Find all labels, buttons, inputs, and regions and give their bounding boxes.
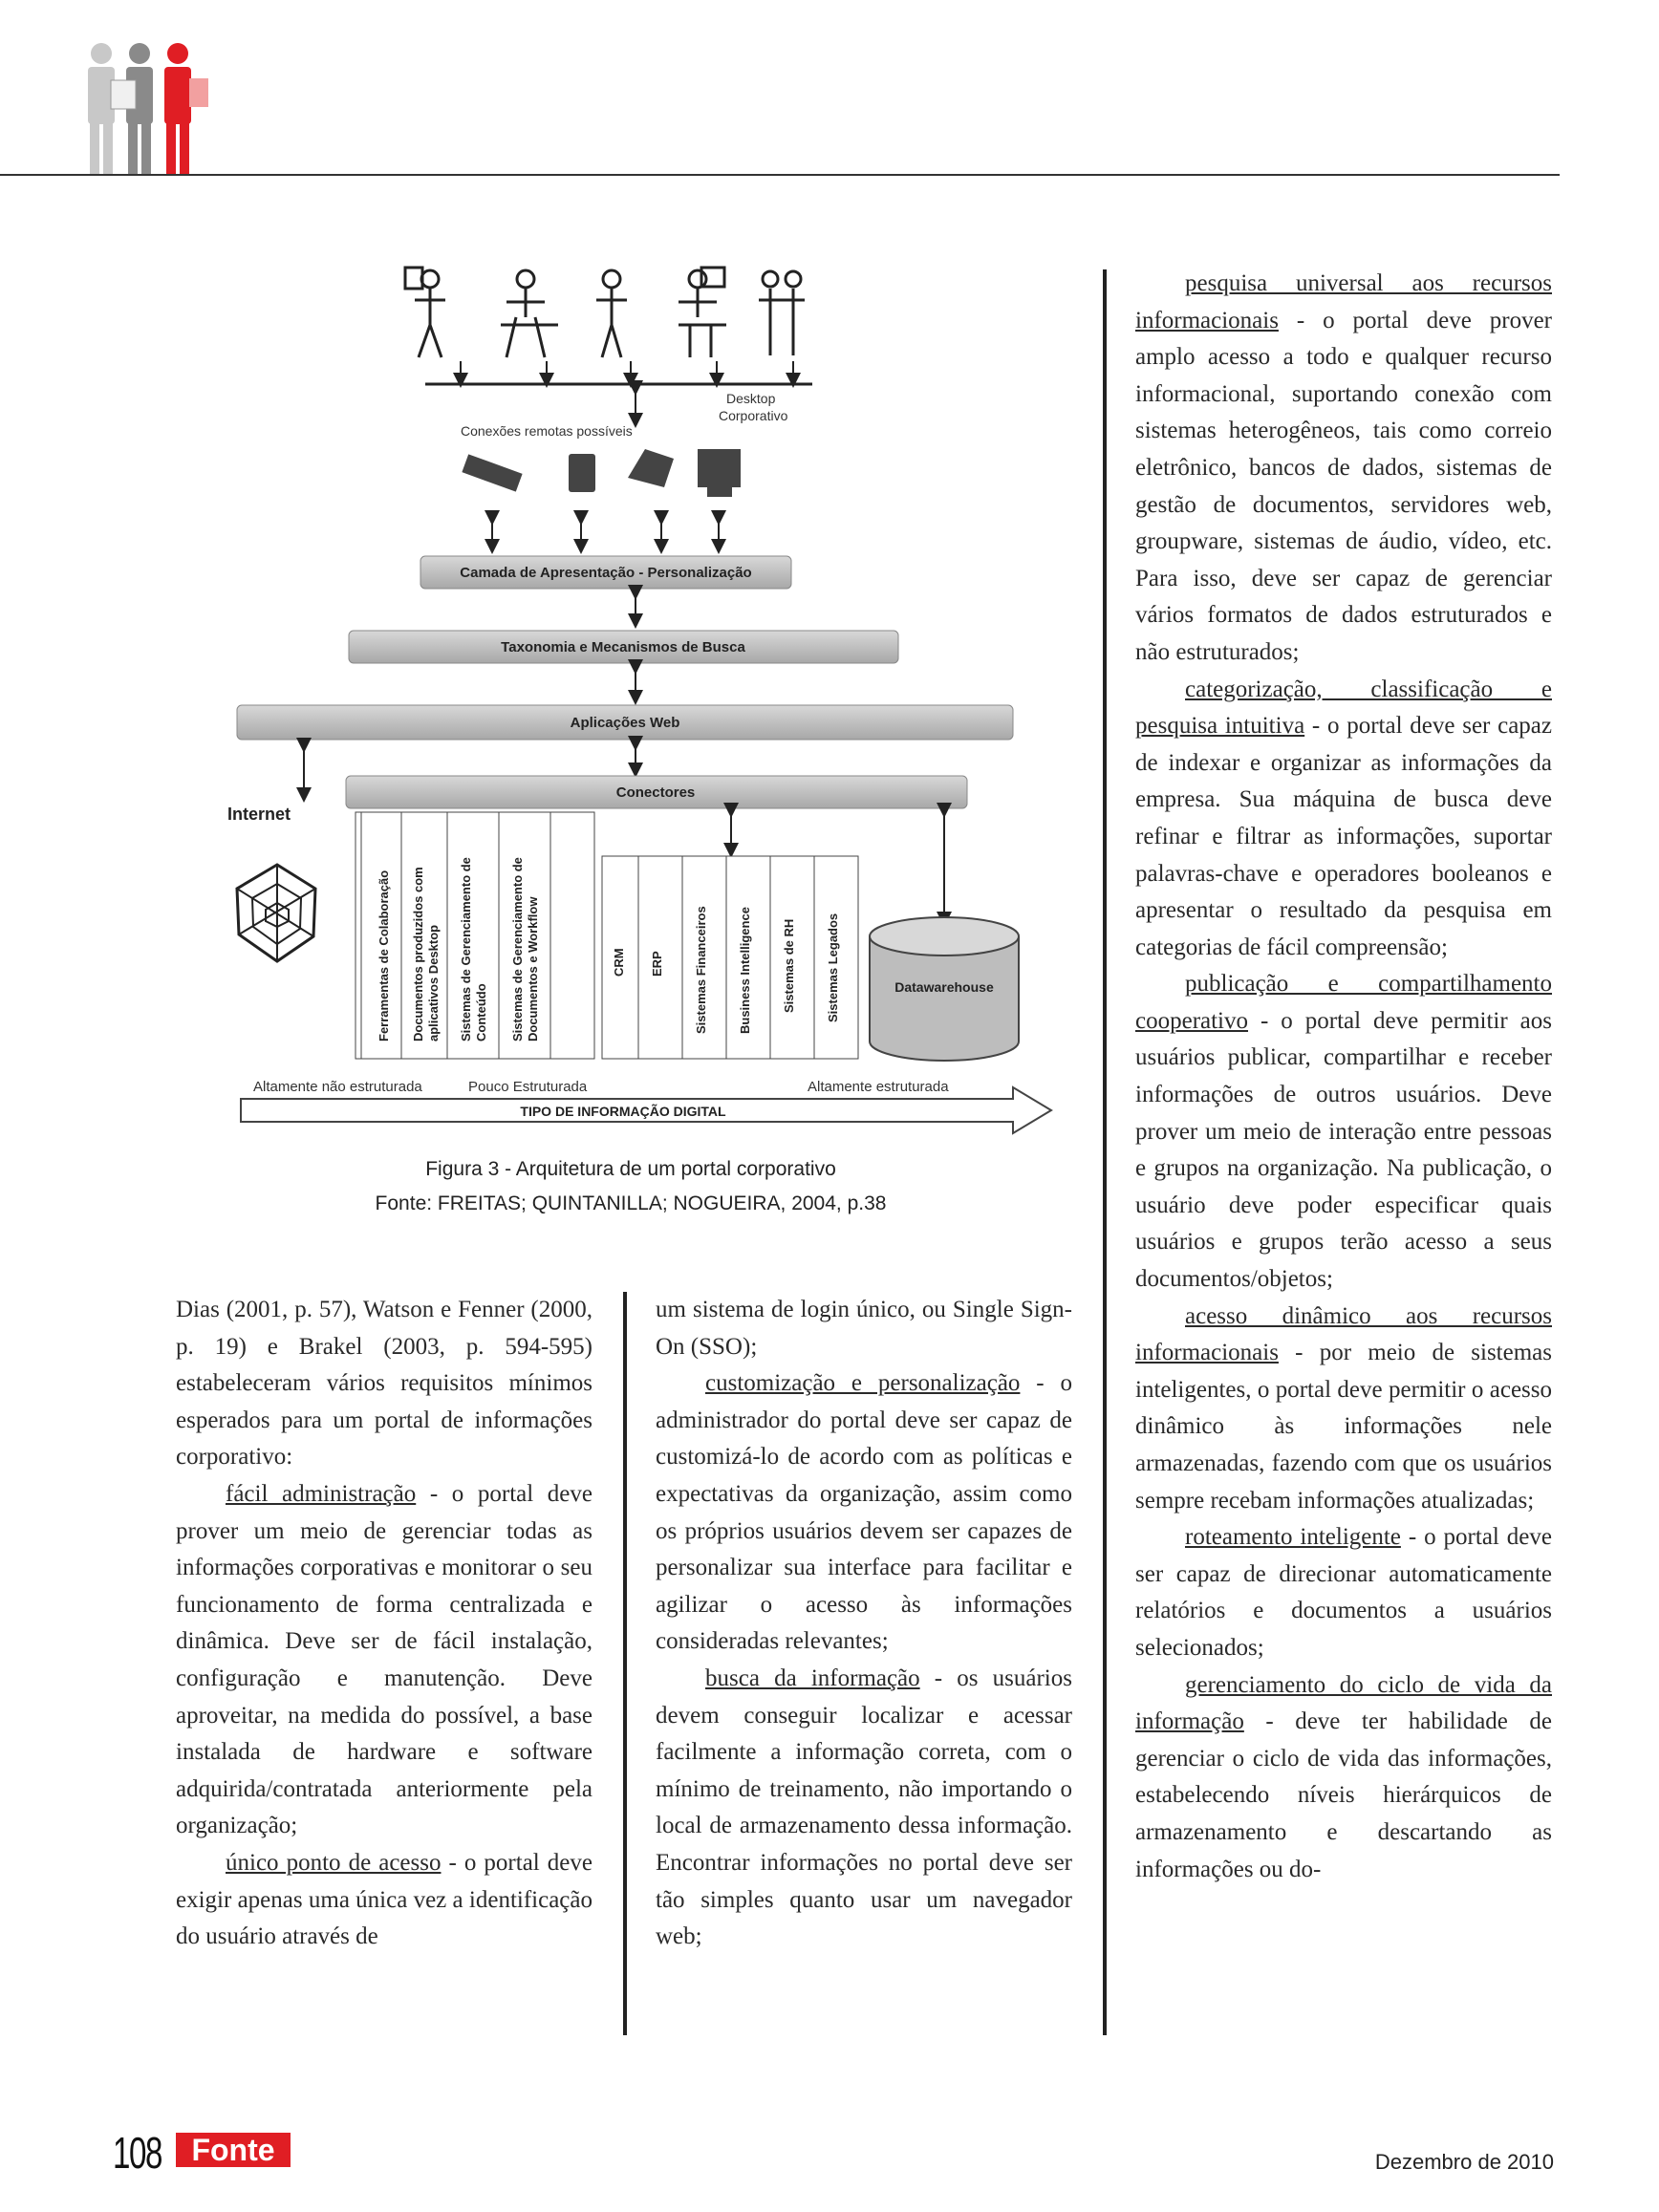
scale-structured: Altamente estruturada bbox=[808, 1079, 949, 1095]
paragraph: fácil administração - o portal deve prover um meio de gerenciar todas as informações corporativas e monitorar o seu funcionamento de forma centralizada e dinâmica. Deve ser de fácil instalação, configuração e manutenção. Deve aproveitar, na medida do possível, a base instalada de hardware e software adquirida/contratada anteriormente pela organização; bbox=[176, 1480, 592, 1839]
magazine-logo: Fonte bbox=[176, 2133, 291, 2167]
info-type-label: TIPO DE INFORMAÇÃO DIGITAL bbox=[520, 1104, 726, 1119]
svg-text:Sistemas Legados: Sistemas Legados bbox=[826, 913, 840, 1022]
unstructured-systems bbox=[356, 812, 594, 1059]
paragraph: único ponto de acesso - o portal deve exigir apenas uma única vez a identificação do usuário através de bbox=[176, 1849, 592, 1950]
term: publicação e compartilhamento cooperativo bbox=[1135, 971, 1552, 1034]
term: categorização, classificação e pesquisa intuitiva bbox=[1135, 676, 1552, 740]
structured-systems bbox=[602, 856, 858, 1059]
people-logo bbox=[76, 40, 220, 176]
paragraph: busca da informação - os usuários devem conseguir localizar e acessar facilmente a informação correta, com o mínimo de treinamento, não importando o local de armazenamento dessa informação. Encontrar informações no portal deve ser tão simples quanto usar um navegador web; bbox=[656, 1664, 1072, 1950]
layer-web-apps: Aplicações Web bbox=[570, 715, 680, 731]
svg-text:Sistemas de RH: Sistemas de RH bbox=[782, 918, 796, 1013]
term: fácil administração bbox=[226, 1480, 417, 1507]
term: busca da informação bbox=[705, 1664, 920, 1691]
portal-architecture-diagram bbox=[210, 258, 1070, 1137]
term: customização e personalização bbox=[705, 1370, 1021, 1397]
svg-text:Documentos produzidos com: Documentos produzidos com bbox=[411, 867, 425, 1042]
header-rule bbox=[0, 174, 1560, 176]
paragraph: categorização, classificação e pesquisa intuitiva - o portal deve ser capaz de indexar e organizar as informações da empresa. Sua máquina de busca deve refinar e filtrar as informações, suportar palavras-chave e operadores booleanos e apresentar o resultado da pesquisa em categorias de fácil compreensão; bbox=[1135, 676, 1552, 960]
svg-text:ERP: ERP bbox=[650, 951, 664, 977]
paragraph: acesso dinâmico aos recursos informacionais - por meio de sistemas inteligentes, o portal deve permitir o acesso dinâmico às informações nele armazenadas, fazendo com que os usuários sempre recebam informações atualizadas; bbox=[1135, 1302, 1552, 1514]
svg-text:Conteúdo: Conteúdo bbox=[474, 983, 488, 1042]
term: único ponto de acesso bbox=[226, 1849, 442, 1876]
text-column-2 bbox=[656, 1292, 1072, 1956]
term: acesso dinâmico aos recursos informacionais bbox=[1135, 1302, 1552, 1366]
scale-semi: Pouco Estruturada bbox=[468, 1079, 588, 1095]
svg-text:Documentos e Workflow: Documentos e Workflow bbox=[526, 896, 540, 1042]
paragraph: roteamento inteligente - o portal deve ser capaz de direcionar automaticamente relatórios e documentos a usuários selecionados; bbox=[1135, 1524, 1552, 1661]
text-column-3 bbox=[1135, 266, 1552, 1888]
datawarehouse-cylinder bbox=[870, 917, 1019, 1061]
desktop-label-2: Corporativo bbox=[719, 408, 788, 423]
issue-date: Dezembro de 2010 bbox=[1374, 2150, 1554, 2174]
column-divider-2 bbox=[1103, 269, 1107, 2035]
svg-text:Sistemas Financeiros: Sistemas Financeiros bbox=[694, 906, 708, 1034]
paragraph: pesquisa universal aos recursos informacionais - o portal deve prover amplo acesso a todo e qualquer recurso informacional, suportando conexão com sistemas heterogêneos, tais como correio eletrônico, bancos de dados, sistemas de gestão de documentos, servidores web, groupware, sistemas de áudio, vídeo, etc. Para isso, deve ser capaz de gerenciar vários formatos de dados estruturados e não estruturados; bbox=[1135, 270, 1552, 665]
figure-source: Fonte: FREITAS; QUINTANILLA; NOGUEIRA, 2004, p.38 bbox=[375, 1192, 887, 1214]
svg-text:CRM: CRM bbox=[612, 948, 626, 977]
internet-label: Internet bbox=[227, 805, 291, 824]
paragraph: um sistema de login único, ou Single Sign-On (SSO); bbox=[656, 1297, 1072, 1360]
paragraph: gerenciamento do ciclo de vida da informação - deve ter habilidade de gerenciar o ciclo de vida das informações, estabelecendo níveis hierárquicos de armazenamento e descartando as informações ou do- bbox=[1135, 1671, 1552, 1882]
term: pesquisa universal aos recursos informacionais bbox=[1135, 270, 1552, 333]
text-column-1 bbox=[176, 1292, 592, 1956]
internet-web-icon bbox=[237, 865, 315, 961]
svg-text:Ferramentas de Colaboração: Ferramentas de Colaboração bbox=[377, 870, 391, 1042]
layer-connectors: Conectores bbox=[615, 784, 696, 801]
svg-text:Datawarehouse: Datawarehouse bbox=[894, 979, 994, 995]
paragraph: customização e personalização - o administrador do portal deve ser capaz de customizá-lo de acordo com as políticas e expectativas da organização, assim como os próprios usuários devem ser capazes de personalizar sua interface para facilitar e agilizar o acesso às informações consideradas relevantes; bbox=[656, 1370, 1072, 1655]
term: roteamento inteligente bbox=[1185, 1524, 1401, 1551]
devices-illustration bbox=[462, 449, 741, 497]
svg-text:Sistemas de Gerenciamento de: Sistemas de Gerenciamento de bbox=[510, 857, 525, 1042]
figure-caption: Figura 3 - Arquitetura de um portal corporativo bbox=[425, 1158, 836, 1180]
scale-unstructured: Altamente não estruturada bbox=[253, 1079, 422, 1095]
svg-text:aplicativos Desktop: aplicativos Desktop bbox=[426, 924, 441, 1042]
page-number: 108 bbox=[113, 2128, 162, 2178]
layer-presentation: Camada de Apresentação - Personalização bbox=[460, 565, 752, 581]
remote-connections-label: Conexões remotas possíveis bbox=[461, 423, 633, 439]
users-illustration bbox=[405, 268, 805, 357]
svg-text:Sistemas de Gerenciamento de: Sistemas de Gerenciamento de bbox=[459, 857, 473, 1042]
column-divider-1 bbox=[623, 1292, 627, 2035]
layer-taxonomy: Taxonomia e Mecanismos de Busca bbox=[501, 639, 745, 655]
svg-text:Business Intelligence: Business Intelligence bbox=[738, 907, 752, 1034]
desktop-label-1: Desktop bbox=[726, 391, 776, 406]
paragraph: publicação e compartilhamento cooperativo - o portal deve permitir aos usuários publicar, compartilhar e receber informações de outros usuários. Deve prover um meio de interação entre pessoas e grupos na organização. Na publicação, o usuário deve poder especificar quais usuários e grupos terão acesso a seus documentos/objetos; bbox=[1135, 971, 1552, 1293]
term: gerenciamento do ciclo de vida da informação bbox=[1135, 1671, 1552, 1735]
paragraph: Dias (2001, p. 57), Watson e Fenner (2000, p. 19) e Brakel (2003, p. 594-595) estabeleceram vários requisitos mínimos esperados para um portal de informações corporativo: bbox=[176, 1297, 592, 1471]
